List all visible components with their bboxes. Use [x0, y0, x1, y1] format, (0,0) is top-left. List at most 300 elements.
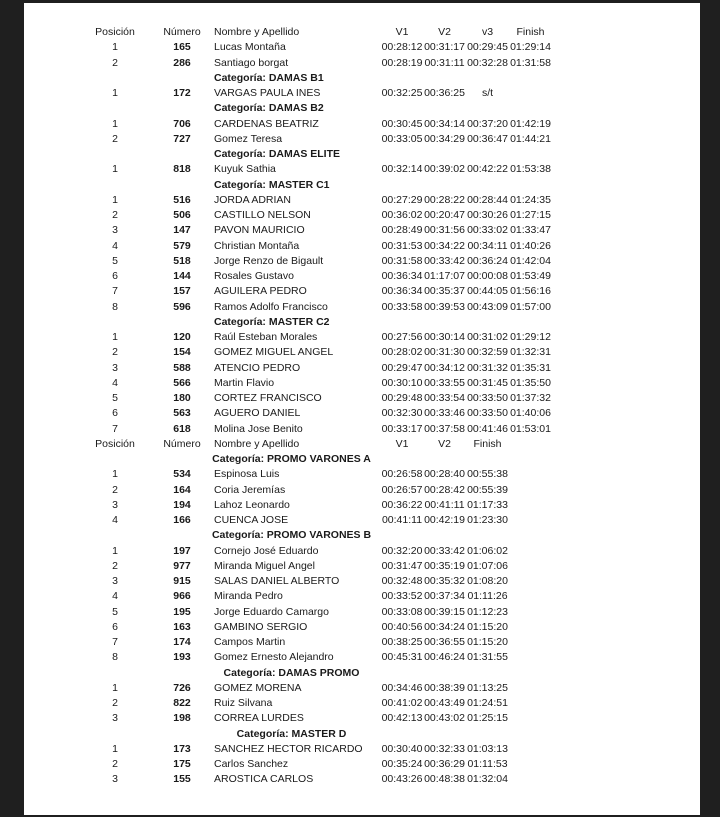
cell-v3: 00:43:09 — [467, 300, 508, 313]
cell-num: 157 — [173, 285, 191, 298]
result-row — [68, 635, 552, 650]
cell-v3: 00:44:05 — [467, 285, 508, 298]
cell-pos: 2 — [112, 132, 118, 145]
empty-cell — [466, 666, 509, 681]
cell-num: 915 — [173, 575, 191, 587]
cell-num: 166 — [173, 514, 191, 526]
header-cell-num: Número — [163, 26, 201, 38]
cell-v3: s/t — [481, 87, 494, 99]
category-row — [68, 178, 552, 193]
cell-pos: 5 — [112, 392, 118, 404]
result-row — [68, 574, 552, 589]
empty-cell — [162, 71, 202, 86]
cell-v2: 00:34:29 — [424, 132, 465, 145]
cell-num: 193 — [173, 651, 191, 664]
empty-cell — [423, 666, 466, 681]
cell-pos: 6 — [112, 620, 118, 633]
cell-v3: 01:06:02 — [467, 544, 508, 557]
cell-fin: 01:40:26 — [510, 239, 551, 252]
header-cell-v3: Finish — [473, 437, 502, 450]
empty-cell — [466, 71, 509, 86]
cell-fin: 01:29:14 — [510, 41, 551, 54]
cell-name: JORDA ADRIAN — [214, 193, 292, 206]
empty-cell — [68, 452, 162, 467]
result-row — [68, 345, 552, 360]
empty-cell — [466, 452, 509, 467]
cell-pos: 3 — [112, 575, 118, 587]
cell-v3: 01:15:20 — [467, 636, 508, 648]
cell-fin: 01:53:49 — [510, 270, 551, 282]
cell-v3: 00:36:47 — [467, 132, 508, 145]
result-row — [68, 422, 552, 437]
cell-num: 180 — [173, 392, 191, 404]
empty-cell — [381, 452, 423, 467]
cell-v1: 00:35:24 — [381, 758, 423, 770]
cell-num: 579 — [173, 239, 191, 252]
cell-v3: 01:08:20 — [467, 575, 508, 587]
cell-v3: 00:37:20 — [467, 117, 508, 130]
cell-v1: 00:28:49 — [381, 224, 423, 237]
cell-v1: 00:33:05 — [381, 132, 423, 145]
cell-num: 197 — [173, 544, 191, 557]
cell-name: Coria Jeremías — [214, 483, 286, 496]
cell-fin — [509, 742, 552, 757]
cell-v3: 00:33:50 — [467, 407, 508, 420]
cell-fin — [509, 467, 552, 482]
cell-v1: 00:28:02 — [381, 346, 423, 359]
cell-pos: 6 — [112, 407, 118, 420]
result-row — [68, 56, 552, 71]
cell-num: 966 — [173, 590, 191, 603]
cell-name: CUENCA JOSE — [214, 514, 289, 526]
empty-cell — [509, 666, 552, 681]
cell-pos: 3 — [112, 773, 118, 786]
cell-v1: 00:33:08 — [381, 605, 423, 618]
cell-fin — [509, 544, 552, 559]
cell-v2: 00:33:46 — [424, 407, 465, 420]
category-label: Categoría: DAMAS B1 — [214, 71, 324, 84]
cell-name: AGUILERA PEDRO — [214, 285, 307, 298]
cell-name: Raúl Esteban Morales — [214, 331, 318, 343]
cell-v3: 00:31:45 — [467, 376, 508, 389]
cell-name: CARDENAS BEATRIZ — [214, 117, 319, 130]
cell-v2: 00:37:58 — [424, 422, 465, 435]
cell-v2: 00:31:17 — [424, 41, 465, 54]
empty-cell — [423, 71, 466, 86]
cell-v3: 01:31:55 — [467, 651, 508, 664]
cell-pos: 2 — [112, 559, 118, 572]
empty-cell — [509, 727, 552, 742]
cell-v2: 00:33:54 — [424, 392, 465, 404]
cell-v1: 00:27:56 — [381, 331, 423, 343]
empty-cell — [68, 101, 162, 116]
header-row — [68, 437, 552, 452]
header-cell-fin: Finish — [516, 26, 545, 38]
cell-v2: 00:34:14 — [424, 117, 465, 130]
cell-v2: 00:43:02 — [424, 712, 465, 725]
result-row — [68, 589, 552, 604]
category-row — [68, 727, 552, 742]
empty-cell — [162, 727, 202, 742]
cell-v1: 00:36:02 — [381, 209, 423, 221]
cell-v2: 00:33:55 — [424, 376, 465, 389]
cell-pos: 4 — [112, 590, 118, 603]
cell-pos: 5 — [112, 605, 118, 618]
empty-cell — [466, 727, 509, 742]
cell-fin: 01:35:50 — [510, 376, 551, 389]
cell-v1: 00:33:58 — [381, 300, 423, 313]
cell-v2: 00:31:11 — [424, 56, 465, 69]
cell-v1: 00:32:48 — [381, 575, 423, 587]
category-row — [68, 315, 552, 330]
result-row — [68, 300, 552, 315]
cell-fin: 01:24:35 — [510, 193, 551, 206]
cell-v2: 00:20:47 — [424, 209, 465, 221]
cell-v3: 01:15:20 — [467, 620, 508, 633]
cell-v3: 00:32:59 — [467, 346, 508, 359]
empty-cell — [466, 315, 509, 330]
cell-v2: 00:35:37 — [424, 285, 465, 298]
cell-pos: 1 — [112, 331, 118, 343]
cell-v1: 00:29:47 — [381, 361, 423, 374]
cell-v3: 00:28:44 — [467, 193, 508, 206]
empty-cell — [509, 315, 552, 330]
empty-cell — [423, 315, 466, 330]
results-table — [68, 25, 552, 788]
result-row — [68, 223, 552, 238]
cell-v2: 00:35:32 — [424, 575, 465, 587]
cell-v2: 00:43:49 — [424, 697, 465, 709]
cell-name: Lahoz Leonardo — [214, 498, 290, 511]
header-row — [68, 25, 552, 40]
cell-v1: 00:26:57 — [381, 483, 423, 496]
cell-name: SALAS DANIEL ALBERTO — [214, 575, 340, 587]
cell-num: 165 — [173, 41, 191, 54]
empty-cell — [68, 315, 162, 330]
empty-cell — [509, 101, 552, 116]
header-cell-v1: V1 — [395, 437, 409, 450]
header-cell-v2: V2 — [438, 26, 451, 38]
cell-name: PAVON MAURICIO — [214, 224, 305, 237]
cell-v2: 00:39:15 — [424, 605, 465, 618]
cell-v2: 00:28:40 — [424, 468, 465, 481]
result-row — [68, 605, 552, 620]
cell-pos: 2 — [112, 209, 118, 221]
result-row — [68, 254, 552, 269]
empty-cell — [466, 528, 509, 543]
cell-v2: 00:36:25 — [424, 87, 465, 99]
category-row — [68, 101, 552, 116]
document-page — [24, 3, 700, 815]
category-label: Categoría: PROMO VARONES B — [211, 529, 372, 542]
cell-v1: 00:33:17 — [381, 422, 423, 435]
cell-v3: 00:33:02 — [467, 224, 508, 237]
cell-v2: 00:31:56 — [424, 224, 465, 237]
cell-fin — [509, 757, 552, 772]
cell-v3: 00:32:28 — [467, 56, 508, 69]
cell-name: Carlos Sanchez — [214, 758, 289, 770]
cell-name: Espinosa Luis — [214, 468, 280, 481]
cell-num: 596 — [173, 300, 191, 313]
empty-cell — [68, 666, 162, 681]
cell-v1: 00:33:52 — [381, 590, 423, 603]
cell-v1: 00:29:48 — [381, 392, 423, 404]
empty-cell — [509, 528, 552, 543]
cell-name: Martin Flavio — [214, 376, 275, 389]
cell-v3: 00:36:24 — [467, 254, 508, 267]
cell-v3: 01:25:15 — [467, 712, 508, 725]
cell-pos: 4 — [112, 239, 118, 252]
cell-fin: 01:40:06 — [510, 407, 551, 420]
cell-v2: 00:34:12 — [424, 361, 465, 374]
cell-pos: 3 — [112, 224, 118, 237]
cell-name: GAMBINO SERGIO — [214, 620, 308, 633]
cell-pos: 1 — [112, 117, 118, 130]
cell-name: Rosales Gustavo — [214, 270, 294, 282]
cell-fin: 01:33:47 — [510, 224, 551, 237]
cell-v1: 00:43:26 — [381, 773, 423, 786]
cell-v3: 01:23:30 — [467, 514, 508, 526]
result-row — [68, 117, 552, 132]
cell-name: CORREA LURDES — [214, 712, 304, 725]
cell-fin — [509, 696, 552, 711]
cell-num: 726 — [173, 681, 191, 694]
header-cell-num: Número — [163, 437, 201, 450]
cell-pos: 1 — [112, 193, 118, 206]
cell-name: CORTEZ FRANCISCO — [214, 392, 322, 404]
cell-v1: 00:36:34 — [381, 285, 423, 298]
cell-v3: 00:29:45 — [467, 41, 508, 54]
cell-pos: 2 — [112, 483, 118, 496]
cell-pos: 1 — [112, 544, 118, 557]
empty-cell — [68, 178, 162, 193]
empty-cell — [68, 528, 162, 543]
empty-cell — [423, 178, 466, 193]
cell-pos: 2 — [112, 56, 118, 69]
cell-v1: 00:40:56 — [381, 620, 423, 633]
cell-v2: 00:48:38 — [424, 773, 465, 786]
empty-cell — [423, 528, 466, 543]
cell-v3: 01:13:25 — [467, 681, 508, 694]
empty-cell — [466, 147, 509, 162]
result-row — [68, 498, 552, 513]
cell-v1: 00:36:34 — [381, 270, 423, 282]
empty-cell — [381, 101, 423, 116]
empty-cell — [466, 178, 509, 193]
header-cell-v1: V1 — [395, 26, 409, 38]
cell-v1: 00:34:46 — [381, 681, 423, 694]
cell-num: 172 — [173, 87, 191, 99]
cell-v3: 01:24:51 — [467, 697, 508, 709]
cell-v3: 01:17:33 — [467, 498, 508, 511]
cell-v2: 00:33:42 — [424, 544, 465, 557]
cell-name: Ruiz Silvana — [214, 697, 273, 709]
cell-v2: 00:39:02 — [424, 163, 465, 176]
cell-name: Jorge Eduardo Camargo — [214, 605, 329, 618]
cell-pos: 5 — [112, 254, 118, 267]
cell-name: CASTILLO NELSON — [214, 209, 311, 221]
cell-v3: 00:55:39 — [467, 483, 508, 496]
cell-v3: 00:33:50 — [467, 392, 508, 404]
category-label: Categoría: MASTER D — [236, 727, 347, 740]
cell-fin — [509, 483, 552, 498]
result-row — [68, 406, 552, 421]
cell-name: Christian Montaña — [214, 239, 300, 252]
cell-v3: 01:11:26 — [467, 590, 508, 603]
empty-cell — [162, 101, 202, 116]
result-row — [68, 40, 552, 55]
cell-v1: 00:26:58 — [381, 468, 423, 481]
cell-v3: 00:00:08 — [467, 270, 508, 282]
cell-name: Santiago borgat — [214, 56, 289, 69]
category-label: Categoría: DAMAS B2 — [214, 102, 324, 115]
result-row — [68, 559, 552, 574]
cell-num: 194 — [173, 498, 191, 511]
cell-pos: 7 — [112, 285, 118, 298]
cell-fin — [509, 559, 552, 574]
cell-v1: 00:31:58 — [381, 254, 423, 267]
cell-v3: 01:12:23 — [467, 605, 508, 618]
cell-fin — [509, 498, 552, 513]
category-label: Categoría: PROMO VARONES A — [212, 453, 371, 465]
result-row — [68, 391, 552, 406]
cell-name: Kuyuk Sathia — [214, 163, 276, 176]
cell-pos: 3 — [112, 498, 118, 511]
cell-num: 566 — [173, 376, 191, 389]
cell-fin: 01:31:58 — [510, 56, 551, 69]
cell-num: 195 — [173, 605, 191, 618]
cell-v3: 01:07:06 — [467, 559, 508, 572]
category-label: Categoría: DAMAS ELITE — [214, 148, 341, 160]
cell-fin — [509, 605, 552, 620]
cell-v3: 00:55:38 — [467, 468, 508, 481]
cell-num: 618 — [173, 422, 191, 435]
result-row — [68, 376, 552, 391]
cell-num: 286 — [173, 56, 191, 69]
cell-v3: 00:41:46 — [467, 422, 508, 435]
empty-cell — [162, 528, 202, 543]
header-cell-name: Nombre y Apellido — [214, 437, 300, 450]
empty-cell — [162, 452, 202, 467]
cell-fin: 01:53:38 — [510, 163, 551, 176]
cell-v1: 00:36:22 — [381, 498, 423, 511]
empty-cell — [423, 147, 466, 162]
cell-pos: 1 — [112, 468, 118, 481]
header-cell-v3: v3 — [481, 26, 494, 38]
empty-cell — [466, 101, 509, 116]
cell-fin: 01:57:00 — [510, 300, 551, 313]
empty-cell — [381, 666, 423, 681]
cell-num: 175 — [173, 758, 191, 770]
cell-num: 822 — [173, 697, 191, 709]
empty-cell — [381, 315, 423, 330]
cell-num: 163 — [173, 620, 191, 633]
cell-v2: 00:33:42 — [424, 254, 465, 267]
cell-v2: 00:32:33 — [424, 742, 465, 755]
cell-v1: 00:32:14 — [381, 163, 423, 176]
cell-name: Campos Martin — [214, 636, 286, 648]
cell-name: Cornejo José Eduardo — [214, 544, 319, 557]
cell-name: Gomez Teresa — [214, 132, 283, 145]
cell-name: VARGAS PAULA INES — [214, 87, 321, 99]
result-row — [68, 330, 552, 345]
cell-v1: 00:41:02 — [381, 697, 423, 709]
empty-cell — [381, 528, 423, 543]
cell-pos: 8 — [112, 300, 118, 313]
result-row — [68, 544, 552, 559]
cell-num: 727 — [173, 132, 191, 145]
result-row — [68, 650, 552, 665]
cell-name: Lucas Montaña — [214, 41, 286, 54]
cell-pos: 7 — [112, 422, 118, 435]
cell-name: AGUERO DANIEL — [214, 407, 301, 420]
cell-fin — [509, 772, 552, 787]
empty-cell — [423, 452, 466, 467]
cell-name: SANCHEZ HECTOR RICARDO — [214, 742, 363, 755]
cell-fin: 01:27:15 — [510, 209, 551, 221]
header-cell-v2: V2 — [438, 437, 451, 450]
category-row — [68, 71, 552, 86]
cell-pos: 3 — [112, 712, 118, 725]
result-row — [68, 269, 552, 284]
cell-v2: 00:42:19 — [424, 514, 465, 526]
result-row — [68, 193, 552, 208]
cell-pos: 8 — [112, 651, 118, 664]
cell-v3: 01:03:13 — [467, 742, 508, 755]
cell-num: 518 — [173, 254, 191, 267]
category-row — [68, 528, 552, 543]
result-row — [68, 772, 552, 787]
result-row — [68, 483, 552, 498]
cell-pos: 4 — [112, 376, 118, 389]
cell-v3: 01:11:53 — [467, 758, 508, 770]
cell-num: 155 — [173, 773, 191, 786]
cell-v1: 00:32:20 — [381, 544, 423, 557]
cell-fin: 01:53:01 — [510, 422, 551, 435]
cell-num: 563 — [173, 407, 191, 420]
result-row — [68, 208, 552, 223]
cell-v3: 00:34:11 — [467, 239, 508, 252]
cell-fin — [509, 681, 552, 696]
empty-cell — [423, 101, 466, 116]
cell-pos: 1 — [112, 87, 118, 99]
cell-num: 164 — [173, 483, 191, 496]
cell-name: Ramos Adolfo Francisco — [214, 300, 328, 313]
cell-name: GOMEZ MORENA — [214, 681, 302, 694]
cell-v2: 00:28:42 — [424, 483, 465, 496]
cell-fin — [509, 574, 552, 589]
cell-name: AROSTICA CARLOS — [214, 773, 314, 786]
header-cell-pos: Posición — [95, 437, 135, 450]
cell-v2: 00:34:24 — [424, 620, 465, 633]
cell-pos: 1 — [112, 163, 118, 176]
cell-name: Miranda Pedro — [214, 590, 283, 603]
cell-pos: 7 — [112, 636, 118, 648]
cell-num: 173 — [173, 742, 191, 755]
empty-cell — [162, 315, 202, 330]
empty-cell — [381, 147, 423, 162]
cell-v1: 00:30:10 — [381, 376, 423, 389]
cell-fin — [509, 86, 552, 101]
cell-num: 818 — [173, 163, 191, 176]
cell-pos: 1 — [112, 742, 118, 755]
result-row — [68, 742, 552, 757]
result-row — [68, 86, 552, 101]
category-label: Categoría: MASTER C2 — [214, 315, 330, 328]
empty-cell — [509, 147, 552, 162]
category-label: Categoría: DAMAS PROMO — [223, 666, 360, 679]
cell-fin: 01:44:21 — [510, 132, 551, 145]
